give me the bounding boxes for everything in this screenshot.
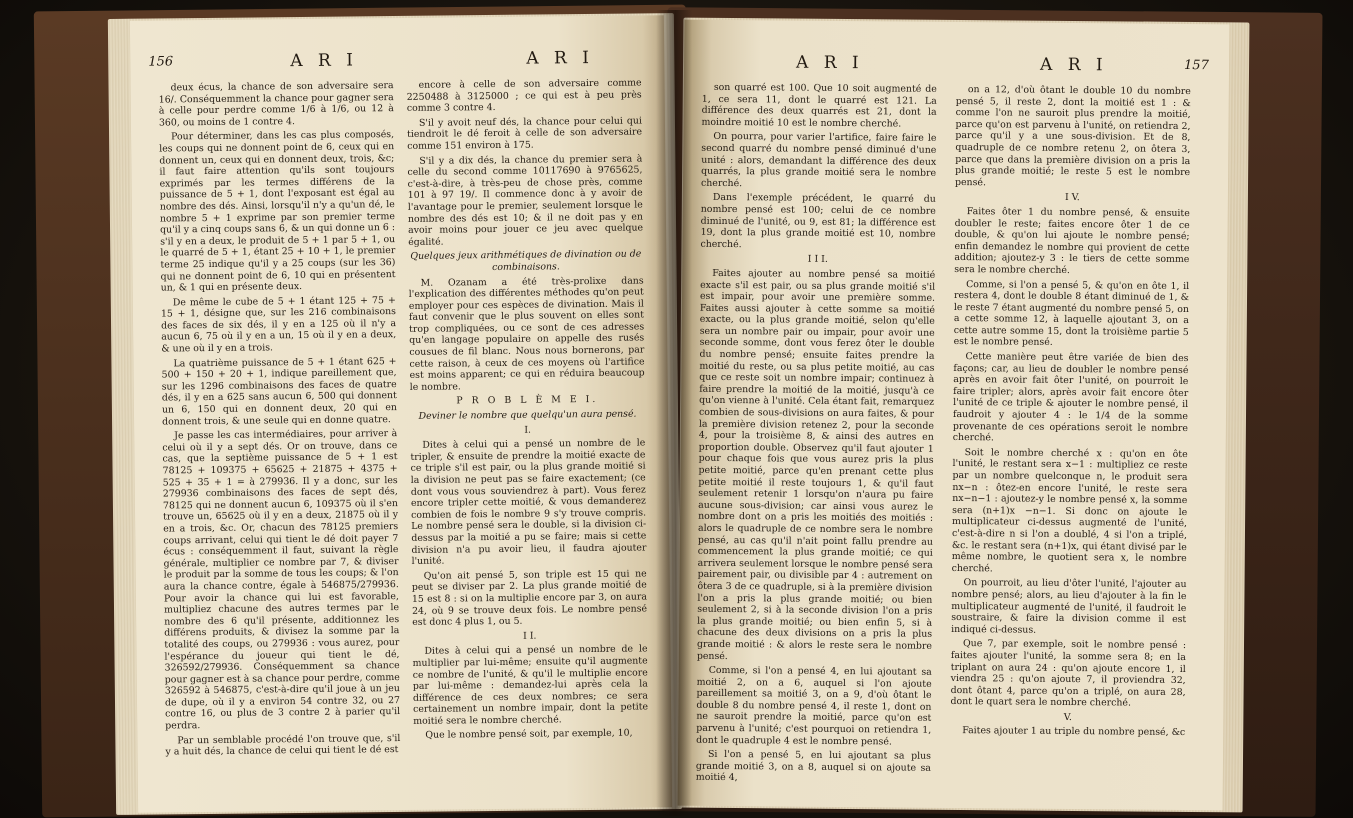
section-heading: Quelques jeux arithmétiques de divination ou de combinaisons. bbox=[410, 248, 642, 273]
paragraph: S'il y avoit neuf dés, la chance pour celui qui tiendroit le dé feroit à celle de son adversaire comme 151 environ à 175. bbox=[407, 115, 643, 152]
left-page-column-2 bbox=[407, 77, 649, 744]
paragraph: Faites ajouter 1 au triple du nombre pensé, &c bbox=[962, 725, 1186, 739]
paragraph: Dites à celui qui a pensé un nombre de le multiplier par lui-même; ensuite qu'il augmente ce nombre de l'unité, & qu'il le multiplie encore par lui-même : demandez-lui après cela la différence de ces deux nombres; ce sera certainement un nombre impair, dont la petite moitié sera le nombre cherché. bbox=[412, 643, 649, 727]
paragraph: Je passe les cas intermédiaires, pour arriver à celui où il y a sept dés. Or on trouve, dans ce cas, que la septième puissance de 5 + 1 est 78125 + 109375 + 65625 + 21875 + 4375 + 525 + 35 + 1 = à 279936. Il y a donc, sur les 279936 combinaisons des faces de sept dés, 78125 qui ne donnent aucun 6, 109375 où il s'en trouve un, 65625 où il y en a deux, 21875 où il y en a trois, &c. Or, chacun des 78125 premiers coups arrivant, celui qui tient le dé doit payer 7 écus : conséquemment il faut, suivant la règle générale, multiplier ce nombre par 7, & diviser le produit par la somme de tous les coups; & l'on aura la chance contre, égale à 546875/279936. Pour avoir la chance qui lui est favorable, multipliez chacune des autres termes par le nombre des 6 qu'il présente, additionnez les différens produits, & divisez la somme par la totalité des coups, ou 279936 : vous aurez, pour l'espérance du joueur qui tient le dé, 326592/279936. Conséquemment sa chance pour gagner est à sa chance pour perdre, comme 326592 à 546875, c'est-à-dire qu'il joue à un jeu de dupe, où il y a environ 54 contre 32, ou 27 contre 16, ou plus de 3 contre 2 à parier qu'il perdra. bbox=[162, 428, 401, 732]
paragraph: son quarré est 100. Que 10 soit augmenté de 1, ce sera 11, dont le quarré est 121. La différence des deux quarrés est 21, dont la moindre moitié 10 est le nombre cherché. bbox=[701, 81, 937, 130]
paragraph: On pourroit, au lieu d'ôter l'unité, l'ajouter au nombre pensé; alors, au lieu d'ajouter à la fin le multiplicateur augmenté de l'unité, il faudroit le soustraire, & faire la division comme il est indiqué ci-dessus. bbox=[951, 577, 1187, 636]
paragraph: Comme, si l'on a pensé 4, en lui ajoutant sa moitié 2, on a 6, auquel si l'on ajoute pareillement sa moitié 3, on a 9, d'où ôtant le double 8 du nombre pensé 4, il reste 1, dont on ne sauroit prendre la moitié, parce qu'on est parvenu à l'unité; c'est pourquoi on retiendra 1, dont le quadruple 4 est le nombre pensé. bbox=[696, 664, 932, 748]
paragraph: Comme, si l'on a pensé 5, & qu'on en ôte 1, il restera 4, dont le double 8 étant diminué de 1, & le reste 7 étant augmenté du nombre pensé 5, on a cette somme 12, à laquelle ajoutant 3, on a cette autre somme 15, dont la troisième partie 5 est le nombre pensé. bbox=[953, 278, 1190, 349]
running-head-title: A R I bbox=[526, 47, 594, 69]
problem-title: Deviner le nombre que quelqu'un aura pensé. bbox=[418, 408, 637, 422]
paragraph: Pour déterminer, dans les cas plus composés, les coups qui ne donnent point de 6, ceux qui en donnent un, ceux qui en donnent deux, trois, &c; il faut faire attention qu'ils sont toujours exprimés par les termes différens de la puissance de 5 + 1, dont l'exposant est égal au nombre des dés. Ainsi, lorsqu'il n'y a qu'un dé, le nombre 5 + 1 exprime par son premier terme qu'il y a cinq coups sans 6, & un qui donne un 6 : s'il y en a deux, le produit de 5 + 1 par 5 + 1, ou le quarré de 5 + 1, étant 25 + 10 + 1, le premier terme 25 indique qu'il y a 25 coups (sur les 36) qui ne donnent point de 6, 10 qui en présentent un, & 1 qui en présente deux. bbox=[159, 129, 396, 294]
paragraph: deux écus, la chance de son adversaire sera 16/. Conséquemment la chance pour gagner sera à celle pour perdre comme 1/6 à 1/6, ou 12 à 360, ou moins de 1 contre 4. bbox=[158, 80, 394, 129]
paragraph: Dans l'exemple précédent, le quarré du nombre pensé est 100; celui de ce nombre diminué de l'unité, ou 9, est 81; la différence est 19, dont la plus grande moitié est 10, nombre cherché. bbox=[700, 192, 936, 250]
right-page-column-1 bbox=[696, 82, 937, 789]
page-number: 156 bbox=[148, 54, 174, 70]
paragraph: Par un semblable procédé l'on trouve que, s'il y a huit dés, la chance de celui qui tient le dé est bbox=[165, 732, 401, 758]
paragraph: Faites ôter 1 du nombre pensé, & ensuite doubler le reste; faites encore ôter 1 de ce double, & qu'on lui ajoute le nombre pensé; enfin demandez le nombre qui provient de cette addition; ajoutez-y 3 : le tiers de cette somme sera le nombre cherché. bbox=[954, 206, 1190, 276]
problem-heading: P R O B L È M E I. bbox=[456, 394, 599, 407]
paragraph: on a 12, d'où ôtant le double 10 du nombre pensé 5, il reste 2, dont la moitié est 1 : & comme l'on ne sauroit plus prendre la moitié, parce qu'on est parvenu à l'unité, on retiendra 2, parce qu'il y a une sous-division. Et de 8, quadruple de ce nombre retenu 2, on ôtera 3, parce que dans la première division on a pris la plus grande moitié; le reste 5 est le nombre pensé. bbox=[954, 84, 1191, 189]
right-page-column-2 bbox=[950, 84, 1191, 742]
paragraph: La quatrième puissance de 5 + 1 étant 625 + 500 + 150 + 20 + 1, indique pareillement que, sur les 1296 combinaisons des faces de quatre dés, il y en a 625 sans aucun 6, 500 qui donnent un 6, 150 qui en donnent deux, 20 qui en donnent trois, & une seule qui en donne quatre. bbox=[161, 355, 397, 428]
paragraph: Qu'on ait pensé 5, son triple est 15 qui ne peut se diviser par 2. La plus grande moitié de 15 est 8 : si on la multiplie encore par 3, on aura 24, où 9 se trouve deux fois. Le nombre pensé est donc 4 plus 1, ou 5. bbox=[411, 568, 648, 629]
subsection-number: I. bbox=[524, 424, 532, 436]
paragraph: Cette manière peut être variée de bien des façons; car, au lieu de doubler le nombre pensé après en avoir fait ôter l'unité, on pourroit le faire tripler; alors, après avoir fait encore ôter l'unité de ce triple & ajouter le nombre pensé, il faudroit y ajouter 4 : le 1/4 de la somme provenante de ces opérations seroit le nombre cherché. bbox=[952, 351, 1189, 444]
left-page-column-1 bbox=[159, 80, 401, 761]
right-page bbox=[678, 20, 1230, 811]
paragraph: Que 7, par exemple, soit le nombre pensé : faites ajouter l'unité, la somme sera 8; en la triplant on aura 24 : qu'on ajoute encore 1, il viendra 25 : qu'on ajoute 7, il proviendra 32, dont ôtant 4, parce qu'on a triplé, on aura 28, dont le quart sera le nombre cherché. bbox=[950, 638, 1187, 709]
running-head-title: A R I bbox=[290, 50, 359, 72]
book-gutter bbox=[656, 10, 692, 816]
paragraph: M. Ozanam a été très-prolixe dans l'explication des différentes méthodes qu'on peut employer pour ces espèces de divination. Mais il faut convenir que le plus souvent on elles sont trop compliquées, ou ce sont de ces adresses qu'en langage populaire on appelle des rusés cousues de fil blanc. Nous nous bornerons, par cette raison, à ceux de ces moyens où l'artifice est moins apparent; ce qui en réduira beaucoup le nombre. bbox=[408, 274, 645, 393]
running-head-title: A R I bbox=[1039, 54, 1108, 76]
paragraph: Si l'on a pensé 5, en lui ajoutant sa plus grande moitié 3, on a 8, auquel si on ajoute sa moitié 4, bbox=[695, 749, 932, 784]
right-running-head bbox=[684, 52, 1229, 83]
left-running-head bbox=[130, 47, 664, 79]
paragraph: De même le cube de 5 + 1 étant 125 + 75 + 15 + 1, désigne que, sur les 216 combinaisons des faces de six dés, il y en a 125 où il n'y a aucun 6, 75 où il y en a un, 15 où il y en a deux, & une où il y en a trois. bbox=[160, 294, 397, 355]
paragraph: encore à celle de son adversaire comme 2250488 à 3125000 ; ce qui est à peu près comme 3 contre 4. bbox=[406, 77, 642, 115]
left-page bbox=[130, 15, 672, 813]
paragraph: Soit le nombre cherché x : qu'on en ôte l'unité, le restant sera x−1 : multipliez ce reste par un nombre quelconque n, le produit sera nx−n : ôtez-en encore l'unité, le reste sera nx−n−1 : ajoutez-y le nombre pensé x, la somme sera (n+1)x −n−1. Si donc on ajoute le multiplicateur ci-dessus augmenté de l'unité, c'est-à-dire n si l'on a doublé, 4 si l'on a triplé, &c. le restant sera (n+1)x, qui étant divisé par le même nombre, le quotient sera x, le nombre cherché. bbox=[951, 446, 1188, 575]
paragraph: Dites à celui qui a pensé un nombre de le tripler, & ensuite de prendre la moitié exacte de ce triple s'il est pair, ou la plus grande moitié si la division ne peut pas se faire exactement; (ce dont vous vous souviendrez à part). Vous ferez encore tripler cette moitié, & vous demanderez combien de fois le nombre 9 s'y trouve compris. Le nombre pensé sera le double, si la division ci-dessus par la moitié a pu se faire; mais si cette division n'a pu avoir lieu, il faudra ajouter l'unité. bbox=[410, 437, 647, 568]
subsection-number: V. bbox=[1063, 711, 1072, 723]
page-number: 157 bbox=[1183, 57, 1209, 74]
subsection-number: I V. bbox=[1064, 192, 1080, 204]
paragraph: S'il y a dix dés, la chance du premier sera à celle du second comme 10117690 à 9765625, c'est-à-dire, à très-peu de chose près, comme 101 à 97 19/. Il commence donc à y avoir de l'avantage pour le premier, seulement lorsque le nombre des dés est 10; & il ne doit pas y en avoir moins pour jouer ce jeu avec quelque égalité. bbox=[407, 153, 644, 248]
paragraph: On pourra, pour varier l'artifice, faire faire le second quarré du nombre pensé diminué d'une unité : alors, demandant la différence des deux quarrés, la plus grande moitié sera le nombre cherché. bbox=[700, 131, 937, 189]
running-head-title: A R I bbox=[795, 52, 864, 74]
subsection-number: I I. bbox=[523, 630, 537, 642]
paragraph: Que le nombre pensé soit, par exemple, 10, bbox=[425, 728, 633, 742]
paragraph: Faites ajouter au nombre pensé sa moitié exacte s'il est pair, ou sa plus grande moitié s'il est impair, pour avoir une première somme. Faites aussi ajouter à cette somme sa moitié exacte, ou la plus grande moitié, selon qu'elle sera un nombre pair ou impair, pour avoir une seconde somme, dont vous ferez ôter le double du nombre pensé; ensuite faites prendre la moitié du reste, ou sa plus petite moitié, au cas que ce reste soit un nombre impair; continuez à faire prendre la moitié de la moitié, jusqu'à ce qu'on vienne à l'unité. Cela étant fait, remarquez combien de sous-divisions on aura faites, & pour la première division retenez 2, pour la seconde 4, pour la troisième 8, & ainsi des autres en proportion double. Observez qu'il faut ajouter 1 pour chaque fois que vous aurez pris la plus petite moitié, parce qu'en prenant cette plus petite moitié il reste toujours 1, & qu'il faut seulement retenir 1 lorsqu'on n'aura pu faire aucune sous-division; car ainsi vous aurez le nombre dont on a pris les moitiés des moitiés : alors le quadruple de ce nombre sera le nombre pensé, au cas qu'il n'ait point fallu prendre au commencement la plus grande moitié; ce qui arrivera seulement lorsque le nombre pensé sera pairement pair, ou divisible par 4 : autrement on ôtera 3 de ce quadruple, si à la première division l'on a pris la plus grande moitié; ou bien seulement 2, si à la seconde division l'on a pris la plus grande moitié; ou bien enfin 5, si à chacune des deux divisions on a pris la plus grande moitié : & alors le reste sera le nombre pensé. bbox=[696, 267, 936, 662]
subsection-number: I I I. bbox=[807, 254, 828, 266]
